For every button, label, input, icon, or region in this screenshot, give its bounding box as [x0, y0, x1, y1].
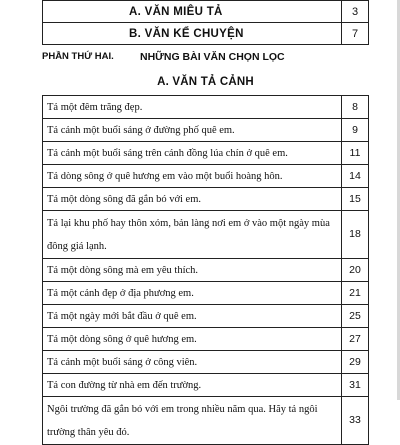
toc-row	[43, 188, 369, 211]
toc-entry-page: 29	[342, 351, 369, 374]
toc-row	[43, 282, 369, 305]
toc-row	[43, 211, 369, 259]
toc-row	[43, 397, 369, 445]
toc-row	[43, 259, 369, 282]
toc-entry-title: Tả một cảnh đẹp ở địa phương em.	[43, 282, 342, 305]
toc-entry-title: B. VĂN KỂ CHUYỆN	[43, 23, 342, 45]
toc-entry-title: Ngôi trường đã gắn bó với em trong nhiều năm qua. Hãy tả ngôi trường thân yêu đó.	[43, 397, 342, 445]
part-heading	[42, 51, 372, 67]
toc-entry-title: Tả một dòng sông đã gắn bó với em.	[43, 188, 342, 211]
toc-entry-page: 11	[342, 142, 369, 165]
toc-row	[43, 142, 369, 165]
toc-entry-page: 25	[342, 305, 369, 328]
toc-row	[43, 165, 369, 188]
toc-entry-title: Tả một ngày mới bắt đầu ở quê em.	[43, 305, 342, 328]
toc-top-table	[42, 0, 369, 45]
toc-row	[43, 96, 369, 119]
toc-row	[43, 305, 369, 328]
toc-entry-title: Tả một dòng sông ở quê hương em.	[43, 328, 342, 351]
part-title: NHỮNG BÀI VĂN CHỌN LỌC	[140, 51, 285, 63]
toc-entry-page: 20	[342, 259, 369, 282]
toc-row	[43, 1, 369, 23]
toc-entry-page: 3	[342, 1, 369, 23]
toc-entry-title: Tả cảnh một buổi sáng trên cánh đồng lúa chín ở quê em.	[43, 142, 342, 165]
toc-row	[43, 351, 369, 374]
section-title: A. VĂN TẢ CẢNH	[157, 76, 254, 88]
toc-entry-page: 8	[342, 96, 369, 119]
toc-entry-title: Tả cảnh một buổi sáng ở đường phố quê em.	[43, 119, 342, 142]
toc-entry-page: 9	[342, 119, 369, 142]
toc-entry-page: 15	[342, 188, 369, 211]
toc-entry-page: 18	[342, 211, 369, 259]
toc-entry-title: Tả một đêm trăng đẹp.	[43, 96, 342, 119]
toc-row	[43, 328, 369, 351]
toc-entry-title: Tả một dòng sông mà em yêu thích.	[43, 259, 342, 282]
toc-entry-page: 7	[342, 23, 369, 45]
toc-entry-page: 21	[342, 282, 369, 305]
toc-entry-page: 14	[342, 165, 369, 188]
toc-row	[43, 374, 369, 397]
toc-entry-title: Tả cảnh một buổi sáng ở công viên.	[43, 351, 342, 374]
toc-entry-page: 27	[342, 328, 369, 351]
toc-entry-page: 31	[342, 374, 369, 397]
toc-entry-title: Tả dòng sông ở quê hương em vào một buổi hoàng hôn.	[43, 165, 342, 188]
toc-row	[43, 23, 369, 45]
toc-entry-title: Tả lại khu phố hay thôn xóm, bản làng nơi em ở vào một ngày mùa đông giá lạnh.	[43, 211, 342, 259]
toc-entry-title: Tả con đường từ nhà em đến trường.	[43, 374, 342, 397]
toc-main-table	[42, 95, 369, 445]
toc-row	[43, 119, 369, 142]
part-label: PHẦN THỨ HAI.	[42, 51, 114, 62]
toc-entry-page: 33	[342, 397, 369, 445]
toc-entry-title: A. VĂN MIÊU TẢ	[43, 1, 342, 23]
